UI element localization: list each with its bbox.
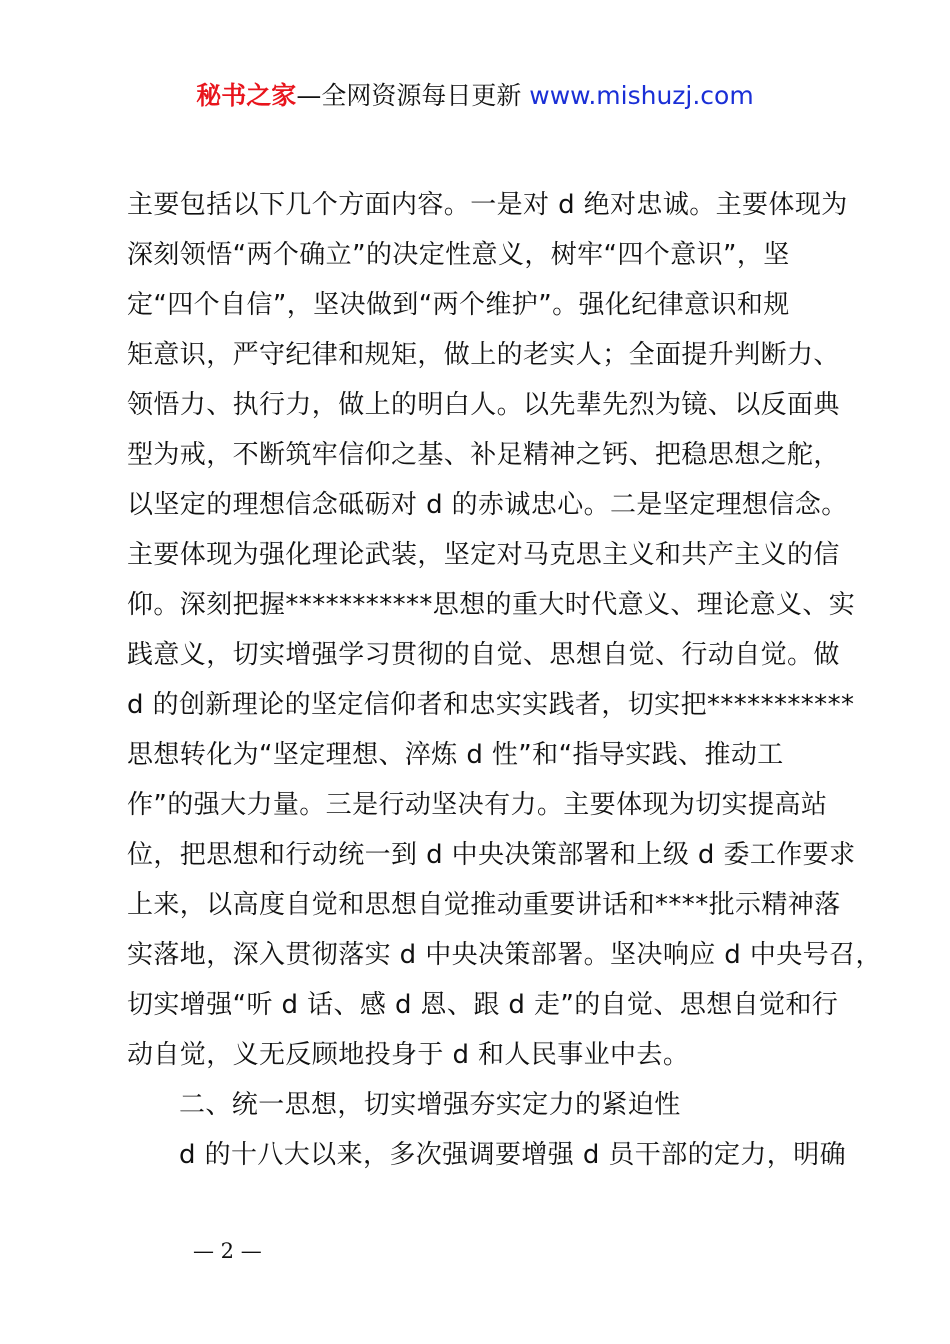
site-url[interactable]: www.mishuzj.com <box>529 81 754 110</box>
body-line: d 的创新理论的坚定信仰者和忠实实践者，切实把*********** <box>127 690 855 720</box>
body-line: 仰。深刻把握***********思想的重大时代意义、理论意义、实 <box>127 590 856 620</box>
site-header <box>0 78 950 114</box>
body-line: 主要体现为强化理论武装，坚定对马克思主义和共产主义的信 <box>127 540 840 570</box>
brand-name: 秘书之家 <box>196 81 297 110</box>
body-line: 切实增强“听 d 话、感 d 恩、跟 d 走”的自觉、思想自觉和行 <box>127 990 839 1020</box>
section-heading: 二、统一思想，切实增强夯实定力的紧迫性 <box>179 1090 681 1120</box>
document-body <box>127 180 882 1180</box>
body-line: 主要包括以下几个方面内容。一是对 d 绝对忠诚。主要体现为 <box>127 190 848 220</box>
body-line: d 的十八大以来，多次强调要增强 d 员干部的定力，明确 <box>179 1140 847 1170</box>
header-tagline: —全网资源每日更新 <box>296 81 522 110</box>
body-line: 深刻领悟“两个确立”的决定性意义，树牢“四个意识”，坚 <box>127 240 790 270</box>
body-line: 型为戒，不断筑牢信仰之基、补足精神之钙、把稳思想之舵， <box>127 440 840 470</box>
body-line: 践意义，切实增强学习贯彻的自觉、思想自觉、行动自觉。做 <box>127 640 840 670</box>
body-line: 动自觉，义无反顾地投身于 d 和人民事业中去。 <box>127 1040 690 1070</box>
body-line: 定“四个自信”，坚决做到“两个维护”。强化纪律意识和规 <box>127 290 790 320</box>
body-line: 领悟力、执行力，做上的明白人。以先辈先烈为镜、以反面典 <box>127 390 840 420</box>
body-line: 矩意识，严守纪律和规矩，做上的老实人；全面提升判断力、 <box>127 340 840 370</box>
page-number: — 2 — <box>193 1239 262 1263</box>
body-line: 实落地，深入贯彻落实 d 中央决策部署。坚决响应 d 中央号召， <box>127 940 882 970</box>
body-line: 位，把思想和行动统一到 d 中央决策部署和上级 d 委工作要求 <box>127 840 856 870</box>
body-line: 作”的强大力量。三是行动坚决有力。主要体现为切实提高站 <box>127 790 828 820</box>
body-line: 以坚定的理想信念砥砺对 d 的赤诚忠心。二是坚定理想信念。 <box>127 490 848 520</box>
body-line: 上来，以高度自觉和思想自觉推动重要讲话和****批示精神落 <box>127 890 841 920</box>
body-line: 思想转化为“坚定理想、淬炼 d 性”和“指导实践、推动工 <box>127 740 784 770</box>
